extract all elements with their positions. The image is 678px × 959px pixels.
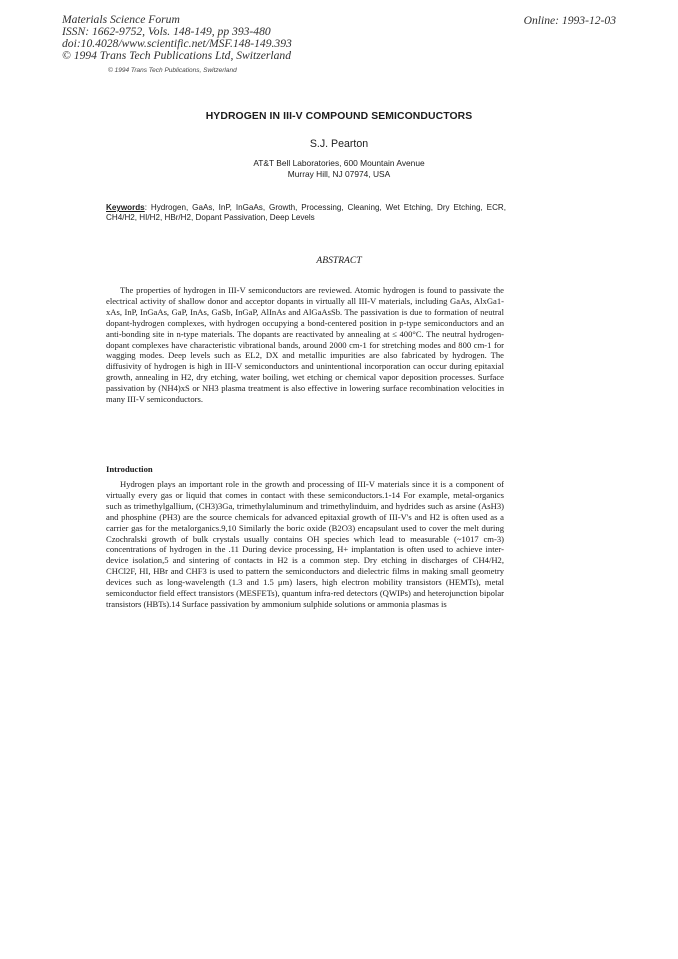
- keywords-label: Keywords: [106, 203, 145, 212]
- keywords-block: [106, 203, 506, 223]
- author-name: S.J. Pearton: [309, 138, 369, 150]
- introduction-heading: Introduction: [106, 464, 153, 474]
- copyright-line: © 1994 Trans Tech Publications Ltd, Switzerland: [62, 49, 292, 62]
- abstract-body: [106, 285, 504, 405]
- doi-link[interactable]: doi:10.4028/www.scientific.net/MSF.148-149.393: [62, 37, 292, 50]
- keywords-colon: :: [144, 203, 151, 212]
- issn-line: ISSN: 1662-9752, Vols. 148-149, pp 393-480: [62, 25, 271, 38]
- paper-title: HYDROGEN IN III-V COMPOUND SEMICONDUCTORS: [205, 111, 473, 122]
- introduction-body: [106, 479, 504, 610]
- scan-copyright: © 1994 Trans Tech Publications, Switzerland: [108, 67, 237, 74]
- keywords-text: Hydrogen, GaAs, InP, InGaAs, Growth, Processing, Cleaning, Wet Etching, Dry Etching, ECR, CH4/H2, HI/H2, HBr/H2, Dopant Passivation, Deep Levels: [106, 203, 507, 222]
- affiliation: [0, 158, 678, 180]
- affiliation-line-1: AT&T Bell Laboratories, 600 Mountain Avenue: [253, 158, 425, 168]
- introduction-paragraph: Hydrogen plays an important role in the growth and processing of III-V materials since it is a component of virtually every gas or liquid that comes in contact with these semiconductors.1-14 For example, metal-organics such as trimethylgallium, (CH3)3Ga, trimethylaluminum and trimethylinduim, and hydrides such as arsine (AsH3) and phosphine (PH3) are the source chemicals for advanced epitaxial growth of III-V's and H2 is often used as a carrier gas for the metalorganics.9,10 Similarly the boric oxide (B2O3) encapsulant used to cover the melt during Czochralski growth of bulk crystals usually contains OH species which lead to measurable (~1017 cm-3) concentrations of hydrogen in the .11 During device processing, H+ implantation is often used to achieve inter-device isolation,5 and sintering of contacts in H2 is a common step. Dry etching in discharges of CH4/H2, CHCl2F, HI, HBr and CHF3 is used to pattern the semiconductors and dielectric films in making small geometry devices such as long-wavelength (1.3 and 1.5 μm) lasers, high electron mobility transistors (HEMTs), metal semiconductor field effect transistors (MESFETs), quantum infra-red detectors (QWIPs) and heterojunction bipolar transistors (HBTs).14 Surface passivation by ammonium sulphide solutions or ammonia plasmas is: [106, 479, 504, 609]
- online-date: Online: 1993-12-03: [523, 14, 616, 27]
- abstract-heading: ABSTRACT: [316, 255, 362, 266]
- abstract-paragraph: The properties of hydrogen in III-V semiconductors are reviewed. Atomic hydrogen is found to passivate the electrical activity of shallow donor and acceptor dopants in virtually all III-V materials, including GaAs, AlxGa1-xAs, InP, InGaAs, GaP, InAs, GaSb, InGaP, AlInAs and AlGaAsSb. The passivation is due to formation of neutral dopant-hydrogen complexes, with hydrogen occupying a bond-centered position in p-type semiconductors and an anti-bonding site in n-type materials. The dopants are reactivated by annealing at ≤ 400°C. The neutral hydrogen-dopant complexes have characteristic vibrational bands, around 2000 cm-1 for stretching modes and 800 cm-1 for wagging modes. Deep levels such as EL2, DX and metallic impurities are also fabricated by hydrogen. The diffusivity of hydrogen is high in III-V semiconductors and unintentional incorporation can occur during epitaxial growth, annealing in H2, dry etching, water boiling, wet etching or chemical vapor deposition processes. Surface passivation by (NH4)xS or NH3 plasma treatment is also effective in lowering surface recombination velocities in many III-V semiconductors.: [106, 285, 504, 405]
- journal-name: Materials Science Forum: [62, 13, 180, 26]
- journal-header: [62, 14, 292, 62]
- affiliation-line-2: Murray Hill, NJ 07974, USA: [287, 169, 391, 179]
